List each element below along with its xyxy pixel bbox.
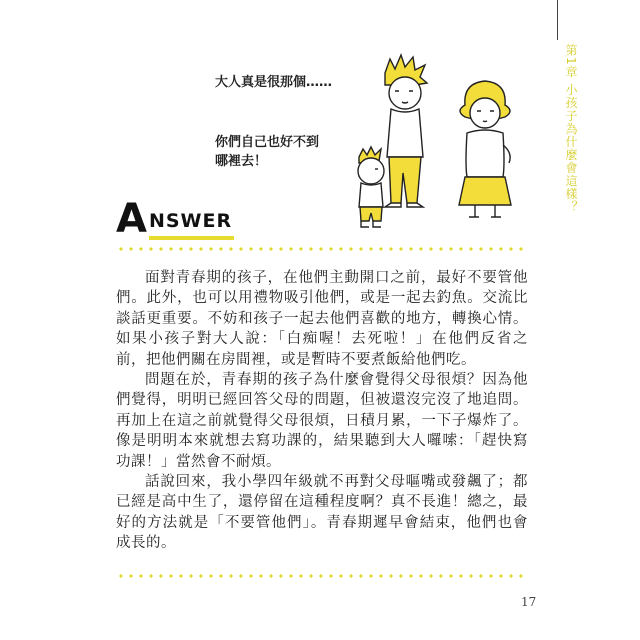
paragraph-2: 問題在於，青春期的孩子為什麼會覺得父母很煩？因為他們覺得，明明已經回答父母的問題，但被還沒完沒了地追問。再加上在這之前就覺得父母很煩，日積月累，一下子爆炸了。像是明明本來就想去寫功課的，結果聽到大人囉嗦：「趕快寫功課！」當然會不耐煩。	[116, 372, 528, 470]
margin-rule	[557, 0, 558, 40]
dad-figure	[385, 55, 427, 207]
paragraph-3: 話說回來，我小學四年級就不再對父母嘔嘴或發飆了；都已經是高中生了，還停留在這種程度啊？真不長進！總之，最好的方法就是「不要管他們」。青春期遲早會結束，他們也會成長的。	[116, 474, 528, 552]
mom-figure	[459, 81, 511, 217]
speech-bubble-2-line1: 你們自己也好不到	[215, 135, 320, 150]
speech-bubble-2-line2: 哪裡去！	[215, 154, 268, 169]
dotted-divider-top	[116, 247, 526, 251]
family-illustration	[345, 45, 540, 235]
speech-bubble-2	[215, 133, 319, 171]
page-number: 17	[521, 595, 537, 609]
answer-body	[116, 268, 528, 554]
answer-heading	[116, 195, 233, 242]
speech-bubble-1: 大人真是很那個……	[215, 75, 333, 90]
paragraph-1: 面對青春期的孩子，在他們主動開口之前，最好不要管他們。此外，也可以用禮物吸引他們，或是一起去釣魚。交流比談話更重要。不妨和孩子一起去他們喜歡的地方，轉換心情。如果小孩子對大人說：「白痴喔！去死啦！」在他們反省之前，把他們關在房間裡，或是暫時不要煮飯給他們吃。	[116, 270, 528, 368]
answer-rest: NSWER	[148, 210, 233, 232]
dotted-divider-bottom	[116, 574, 526, 578]
child-figure	[358, 147, 384, 227]
chapter-label: 第1章 小孩子為什麼會這樣？	[564, 44, 578, 214]
answer-initial: A	[116, 196, 147, 242]
